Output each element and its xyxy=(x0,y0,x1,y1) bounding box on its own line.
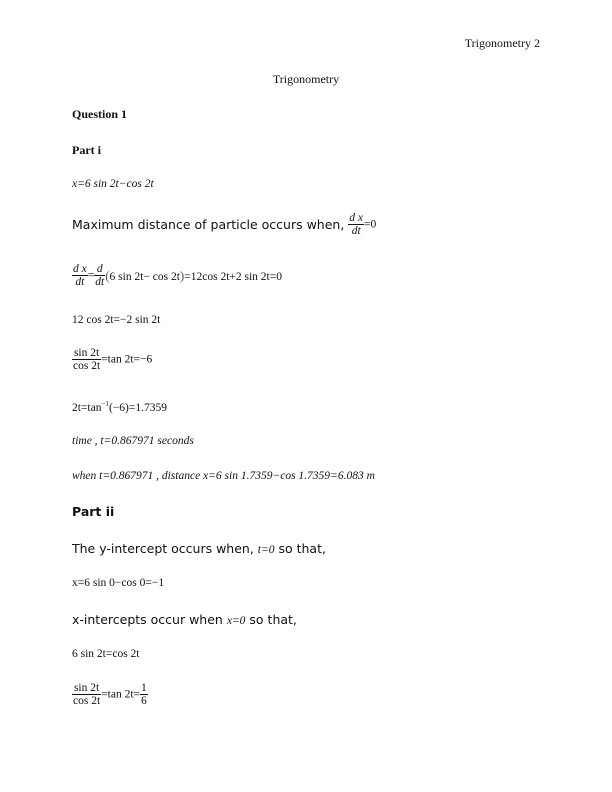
fraction-numerator: sin 2t xyxy=(73,682,100,694)
equals-zero: =0 xyxy=(364,218,377,231)
sin-cos-fraction xyxy=(72,682,101,707)
fraction-denominator: 6 xyxy=(141,695,147,708)
y-intercept-text-end: so that, xyxy=(274,541,326,556)
y-intercept-equation: x=6 sin 0−cos 0=−1 xyxy=(72,577,165,589)
one-sixth-fraction xyxy=(140,682,148,707)
equation-position xyxy=(72,178,154,190)
document-title: Trigonometry xyxy=(272,72,340,86)
tan-equals: =tan 2t= xyxy=(101,688,140,701)
derivative-inner: 6 sin 2t− cos 2t xyxy=(109,270,180,283)
equation-text: x=6 sin 2t−cos 2t xyxy=(72,178,154,190)
fraction-numerator: 1 xyxy=(141,682,147,694)
distance-equation xyxy=(72,470,375,482)
part-i-heading: Part i xyxy=(72,143,101,157)
distance-text: when t=0.867971 , distance x=6 sin 1.7359−cos 1.7359=6.083 m xyxy=(72,470,375,482)
fraction-denominator: dt xyxy=(95,276,105,289)
part-ii-heading: Part ii xyxy=(72,504,115,519)
fraction-denominator: cos 2t xyxy=(73,695,101,708)
dx-dt-fraction xyxy=(348,212,364,237)
dx-dt-fraction xyxy=(72,263,88,288)
fraction-denominator: cos 2t xyxy=(73,360,101,373)
fraction-numerator: d xyxy=(94,263,105,276)
arctan-equation xyxy=(72,400,167,414)
fraction-numerator: d x xyxy=(349,212,364,224)
sin-cos-fraction xyxy=(72,347,101,372)
y-intercept-math: t=0 xyxy=(257,544,275,556)
question-heading: Question 1 xyxy=(72,107,128,121)
derivative-result: =12cos 2t+2 sin 2t=0 xyxy=(184,270,282,283)
d-dt-operator xyxy=(94,263,105,288)
tan-equation xyxy=(72,347,152,372)
x-intercepts-math: x=0 xyxy=(226,615,246,627)
arctan-lhs: 2t=tan xyxy=(72,401,102,414)
time-equation xyxy=(72,435,194,447)
tan-one-sixth-equation xyxy=(72,682,148,707)
sin-cos-equation: 6 sin 2t=cos 2t xyxy=(72,648,140,660)
fraction-denominator: dt xyxy=(75,276,85,289)
fraction-numerator: d x xyxy=(73,263,87,275)
derivative-body: (6 sin 2t− cos 2t)=12cos 2t+2 sin 2t=0 xyxy=(105,267,282,283)
max-distance-text: Maximum distance of particle occurs when, xyxy=(72,217,349,233)
max-distance-line xyxy=(72,212,376,237)
arctan-rhs: (−6)=1.7359 xyxy=(108,401,167,414)
inverse-superscript: −1 xyxy=(101,400,109,408)
y-intercept-line xyxy=(72,540,326,558)
derivative-equation xyxy=(72,263,282,288)
equals-sign: = xyxy=(87,269,95,282)
time-text: time , t=0.867971 seconds xyxy=(72,435,194,447)
y-intercept-text: The y-intercept occurs when, xyxy=(72,541,258,556)
equation-cos-sin: 12 cos 2t=−2 sin 2t xyxy=(72,314,161,326)
running-header: Trigonometry 2 xyxy=(464,36,540,50)
fraction-numerator: sin 2t xyxy=(73,347,100,359)
x-intercepts-text: x-intercepts occur when xyxy=(72,612,227,627)
tan-result: =tan 2t=−6 xyxy=(101,353,153,366)
fraction-denominator: dt xyxy=(348,224,364,237)
x-intercepts-text-end: so that, xyxy=(245,612,297,627)
x-intercepts-line xyxy=(72,611,297,629)
